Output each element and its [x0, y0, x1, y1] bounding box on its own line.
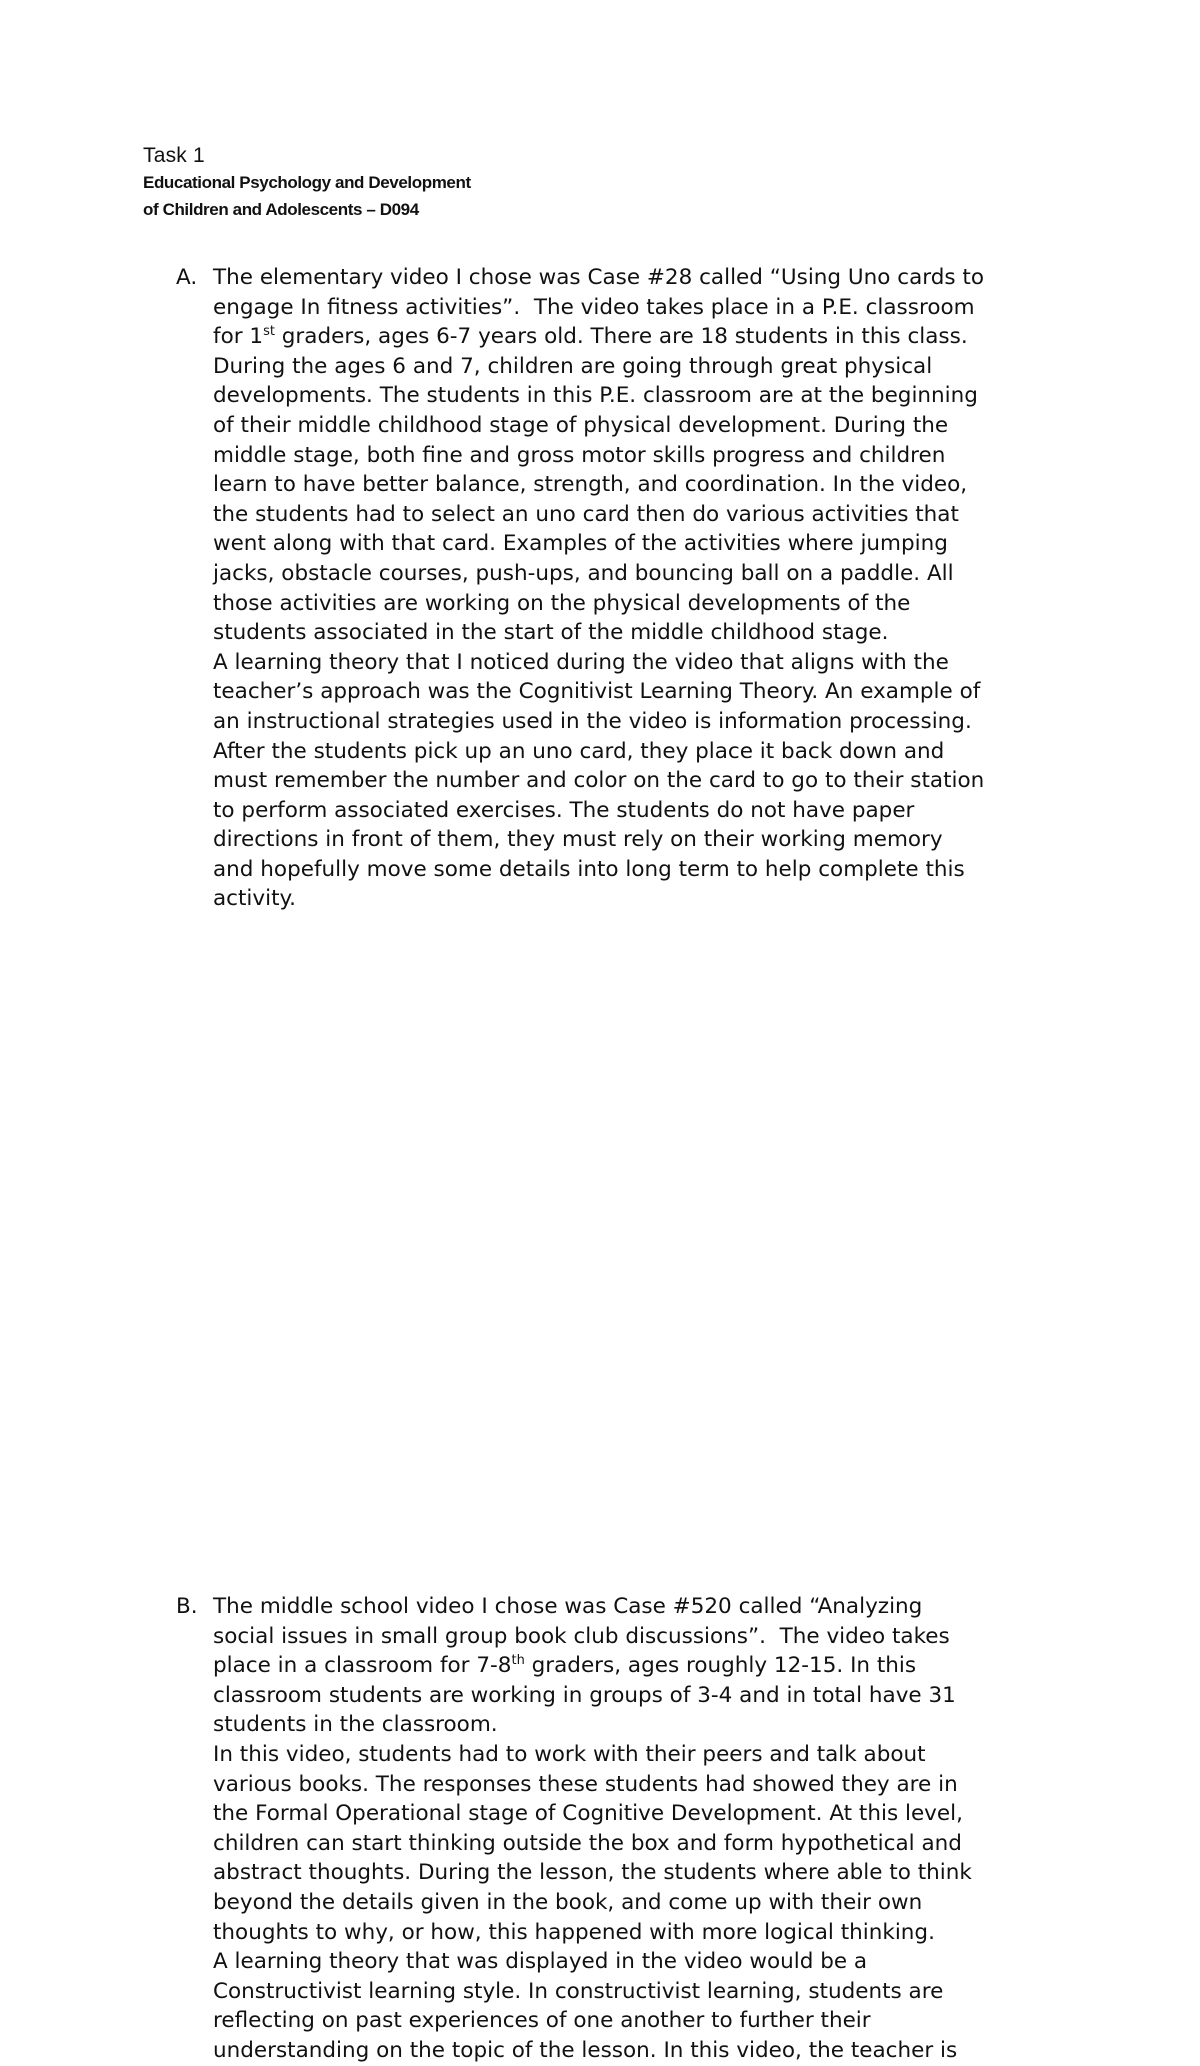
text-line: students in the classroom.: [213, 1712, 498, 1738]
text-line: learn to have better balance, strength, and coordination. In the video,: [213, 472, 968, 498]
text-line: beyond the details given in the book, and come up with their own: [213, 1890, 923, 1915]
course-title-line-2: of Children and Adolescents – D094: [143, 200, 419, 219]
text-line: A learning theory that was displayed in the video would be a: [213, 1949, 868, 1975]
text-line: an instructional strategies used in the video is information processing.: [213, 708, 972, 734]
text-line: engage In fitness activities”. The video takes place in a P.E. classroom: [213, 294, 975, 320]
text-line: classroom students are working in groups of 3-4 and in total have 31: [213, 1682, 956, 1708]
task-title: Task 1: [143, 144, 205, 167]
item-b-paragraph-3: [213, 1947, 1113, 2065]
text-line: The middle school video I chose was Case #520 called “Analyzing: [213, 1594, 923, 1620]
text-line: The elementary video I chose was Case #28 called “Using Uno cards to: [213, 265, 984, 290]
item-b-paragraph-1: [213, 1592, 1113, 1740]
text-line: During the ages 6 and 7, children are going through great physical: [213, 353, 933, 379]
text-line: abstract thoughts. During the lesson, the students where able to think: [213, 1860, 972, 1886]
text-line: children can start thinking outside the box and form hypothetical and: [213, 1830, 962, 1856]
text-line: [213, 322, 1113, 352]
text-line: various books. The responses these students had showed they are in: [213, 1771, 958, 1797]
item-a-paragraph-1: [213, 263, 1113, 648]
superscript-ordinal: th: [511, 1653, 525, 1669]
text-line: must remember the number and color on the card to go to their station: [213, 768, 985, 794]
text-line: those activities are working on the physical developments of the: [213, 590, 911, 616]
text-line: activity.: [213, 886, 297, 912]
text-line: thoughts to why, or how, this happened with more logical thinking.: [213, 1919, 935, 1945]
text-line: the students had to select an uno card then do various activities that: [213, 501, 959, 527]
item-a-paragraph-2: [213, 648, 1113, 914]
text-line: reflecting on past experiences of one another to further their: [213, 2008, 871, 2034]
text-segment: graders, ages 6-7 years old. There are 18 students in this class.: [274, 324, 968, 350]
course-title-line-1: Educational Psychology and Development: [143, 173, 471, 192]
list-item-b: [176, 1592, 1113, 2066]
text-line: understanding on the topic of the lesson. In this video, the teacher is: [213, 2037, 958, 2063]
list-marker-b: B.: [176, 1594, 198, 1620]
text-line: After the students pick up an uno card, they place it back down and: [213, 738, 945, 764]
document-header: [143, 143, 471, 223]
text-line: A learning theory that I noticed during the video that aligns with the: [213, 649, 949, 675]
item-b-paragraph-2: [213, 1740, 1113, 1947]
text-segment: place in a classroom for 7-8: [213, 1653, 512, 1679]
text-line: students associated in the start of the middle childhood stage.: [213, 620, 889, 646]
text-line: went along with that card. Examples of the activities where jumping: [213, 531, 948, 557]
superscript-ordinal: st: [263, 324, 275, 340]
text-line: [213, 1651, 1113, 1681]
text-line: and hopefully move some details into long term to help complete this: [213, 856, 965, 882]
text-segment: for 1: [213, 324, 264, 350]
text-line: of their middle childhood stage of physical development. During the: [213, 412, 949, 438]
text-line: to perform associated exercises. The students do not have paper: [213, 797, 915, 823]
list-marker-a: A.: [176, 265, 198, 290]
text-line: social issues in small group book club discussions”. The video takes: [213, 1623, 950, 1649]
list-item-a: [176, 263, 1113, 914]
text-line: developments. The students in this P.E. classroom are at the beginning: [213, 383, 978, 409]
text-line: In this video, students had to work with their peers and talk about: [213, 1742, 926, 1768]
text-segment: graders, ages roughly 12-15. In this: [524, 1653, 917, 1679]
text-line: directions in front of them, they must rely on their working memory: [213, 827, 943, 853]
text-line: jacks, obstacle courses, push-ups, and bouncing ball on a paddle. All: [213, 560, 954, 586]
text-line: Constructivist learning style. In constructivist learning, students are: [213, 1978, 944, 2004]
text-line: teacher’s approach was the Cognitivist Learning Theory. An example of: [213, 679, 981, 705]
text-line: the Formal Operational stage of Cognitive Development. At this level,: [213, 1801, 963, 1827]
text-line: middle stage, both fine and gross motor skills progress and children: [213, 442, 946, 468]
